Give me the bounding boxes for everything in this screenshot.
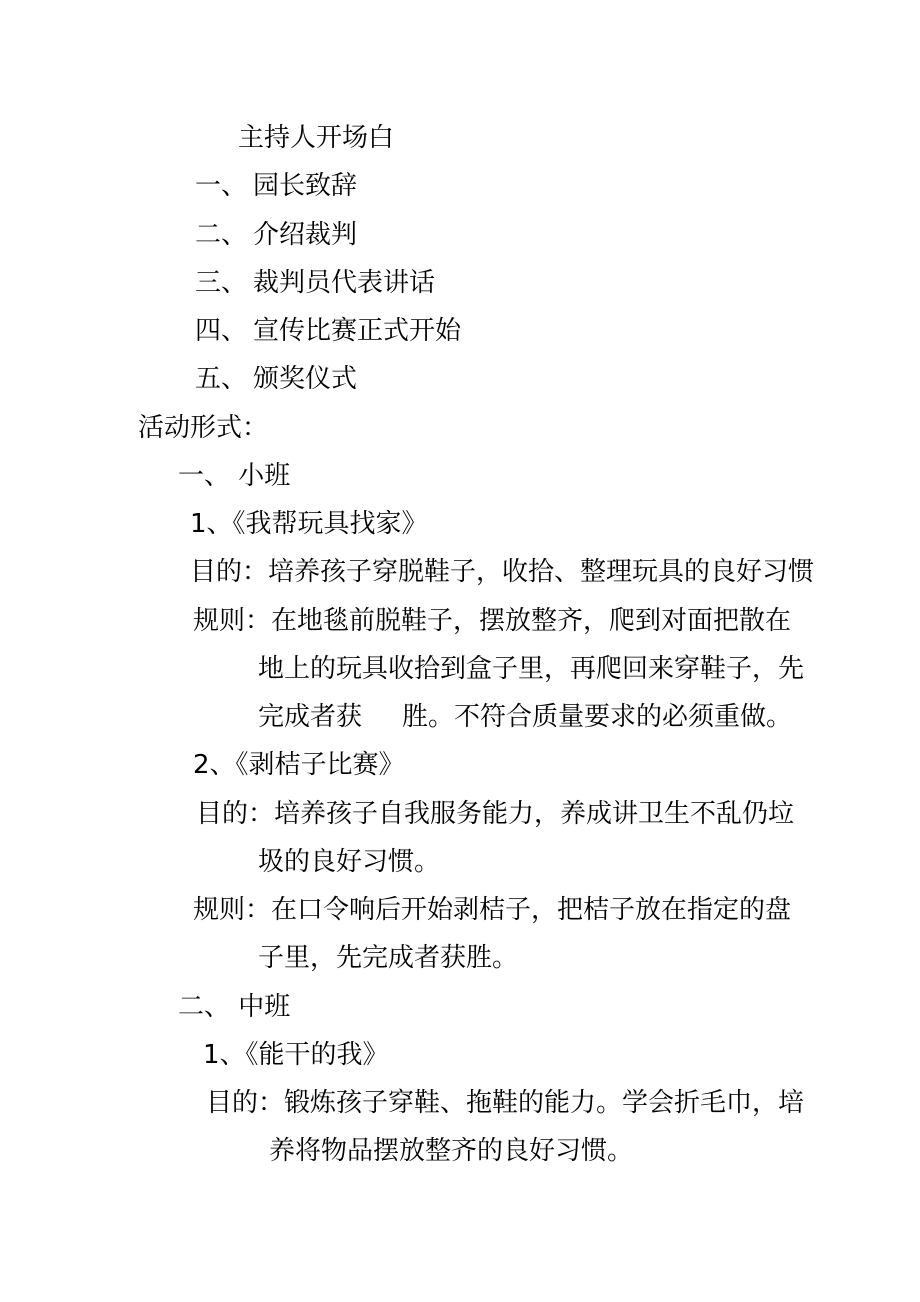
- small-game2-goal-line2: 圾的良好习惯。: [258, 847, 441, 877]
- item-number: 二、: [195, 220, 248, 250]
- item-number: 三、: [195, 268, 248, 298]
- small-game1-rule-line1: 规则：在地毯前脱鞋子，摆放整齐，爬到对面把散在: [193, 606, 792, 636]
- activity-heading: 活动形式：: [138, 413, 269, 443]
- small-game2-goal-line1: 目的：培养孩子自我服务能力，养成讲卫生不乱仍垃: [196, 799, 795, 829]
- small-game1-rule-line3: [258, 700, 792, 734]
- item-text: 宣传比赛正式开始: [253, 316, 462, 346]
- rule-text-part2: 胜。不符合质量要求的必须重做。: [402, 702, 793, 732]
- item-text: 裁判员代表讲话: [253, 268, 436, 298]
- item-number: 五、: [195, 364, 248, 394]
- item-number: 四、: [195, 316, 248, 346]
- item-text: 介绍裁判: [253, 220, 358, 250]
- opening-item-2: [195, 218, 357, 252]
- item-text: 园长致辞: [253, 171, 358, 201]
- opening-item-3: [195, 266, 435, 300]
- middle-game1-goal-line1: 目的：锻炼孩子穿鞋、拖鞋的能力。学会折毛巾，培: [206, 1088, 805, 1118]
- item-number: 一、: [195, 171, 248, 201]
- opening-item-5: [195, 362, 357, 396]
- item-text: 颁奖仪式: [253, 364, 358, 394]
- middle-class-heading: 二、 中班: [178, 992, 291, 1022]
- rule-text-part1: 完成者获: [258, 702, 363, 732]
- opening-item-1: [195, 169, 357, 203]
- small-game2-rule-line1: 规则：在口令响后开始剥桔子，把桔子放在指定的盘: [193, 895, 792, 925]
- opening-title: 主持人开场白: [238, 123, 395, 153]
- middle-game1-goal-line2: 养将物品摆放整齐的良好习惯。: [269, 1136, 634, 1166]
- small-game1-goal: 目的：培养孩子穿脱鞋子，收拾、整理玩具的良好习惯: [190, 557, 815, 587]
- small-game1-title: 1、《我帮玩具找家》: [190, 509, 428, 539]
- small-game2-rule-line2: 子里，先完成者获胜。: [258, 943, 519, 973]
- opening-item-4: [195, 314, 461, 348]
- small-game2-title: 2、《剥桔子比赛》: [193, 750, 405, 780]
- middle-game1-title: 1、《能干的我》: [203, 1040, 389, 1070]
- small-class-heading: 一、 小班: [178, 461, 291, 491]
- small-game1-rule-line2: 地上的玩具收拾到盒子里，再爬回来穿鞋子，先: [258, 654, 805, 684]
